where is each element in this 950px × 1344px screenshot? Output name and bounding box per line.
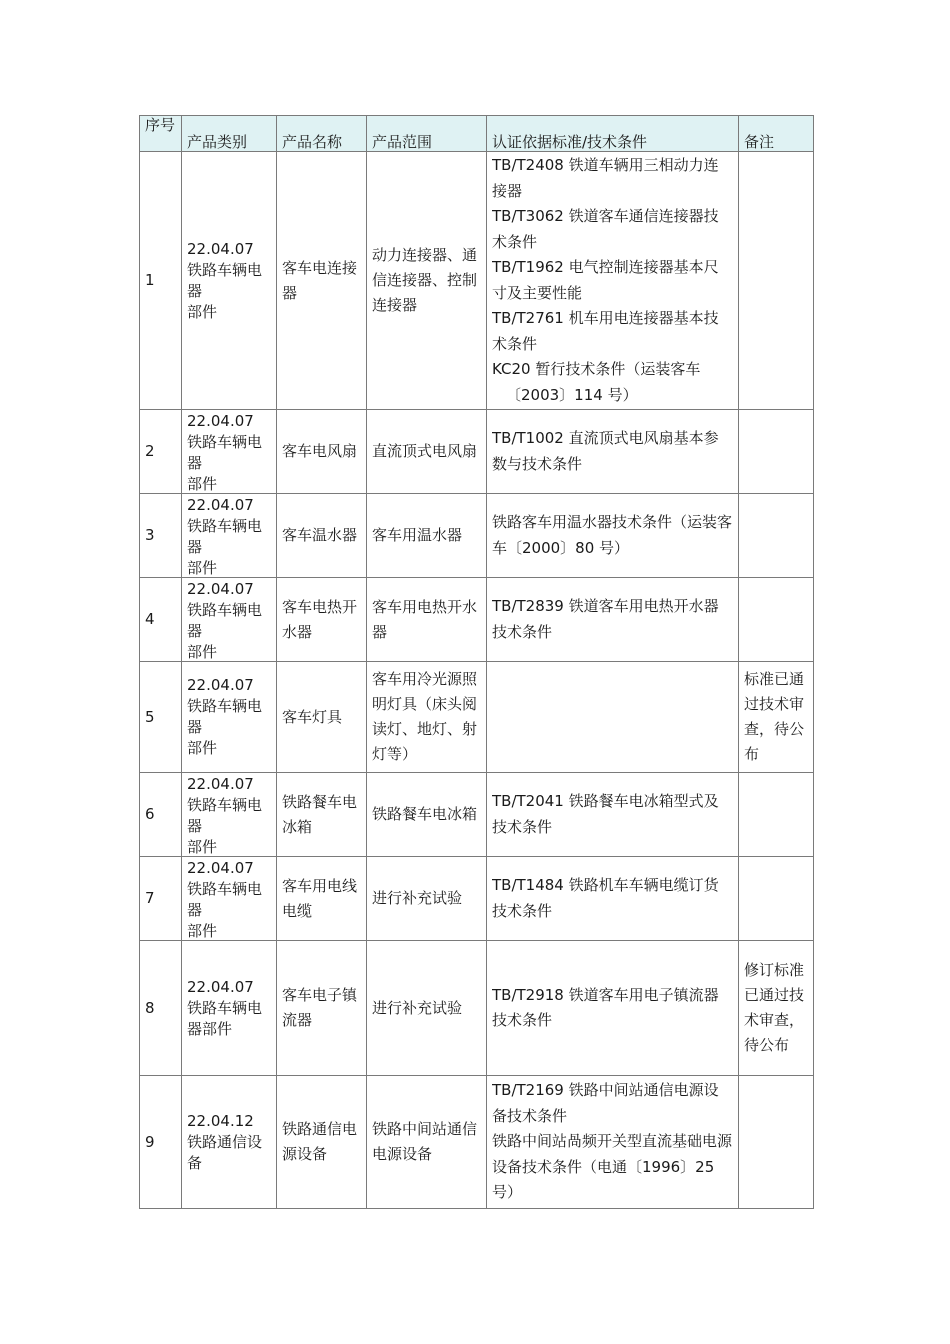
row-category: 22.04.07 铁路车辆电器 部件 <box>182 773 277 857</box>
standard-line: TB/T2839 铁道客车用电热开水器技术条件 <box>492 597 719 641</box>
row-category: 22.04.07 铁路车辆电器 部件 <box>182 152 277 410</box>
table-row <box>140 410 814 494</box>
header-category: 产品类别 <box>182 116 277 152</box>
row-standards <box>487 1076 739 1209</box>
row-note <box>739 1076 814 1209</box>
row-product-name: 客车灯具 <box>277 662 367 773</box>
row-note <box>739 578 814 662</box>
table-row <box>140 662 814 773</box>
row-standards <box>487 857 739 941</box>
row-product-name: 客车电连接器 <box>277 152 367 410</box>
row-standards <box>487 494 739 578</box>
row-product-scope: 客车用冷光源照明灯具（床头阅读灯、地灯、射灯等） <box>367 662 487 773</box>
standard-line: TB/T3062 铁道客车通信连接器技术条件 <box>492 207 719 251</box>
row-standards <box>487 410 739 494</box>
row-note <box>739 857 814 941</box>
row-number: 1 <box>140 152 182 410</box>
row-product-name: 客车用电线电缆 <box>277 857 367 941</box>
header-no: 序号 <box>140 116 182 152</box>
row-product-scope: 客车用电热开水器 <box>367 578 487 662</box>
row-note: 修订标准已通过技术审查，待公布 <box>739 941 814 1076</box>
row-category: 22.04.12 铁路通信设备 <box>182 1076 277 1209</box>
row-product-name: 客车电风扇 <box>277 410 367 494</box>
row-number: 7 <box>140 857 182 941</box>
row-product-name: 铁路通信电源设备 <box>277 1076 367 1209</box>
row-standards <box>487 773 739 857</box>
row-standards <box>487 578 739 662</box>
row-product-scope: 进行补充试验 <box>367 941 487 1076</box>
row-product-name: 客车电子镇流器 <box>277 941 367 1076</box>
table-row <box>140 152 814 410</box>
header-note: 备注 <box>739 116 814 152</box>
row-note: 标准已通过技术审查，待公布 <box>739 662 814 773</box>
header-standards: 认证依据标准/技术条件 <box>487 116 739 152</box>
row-product-scope: 铁路中间站通信电源设备 <box>367 1076 487 1209</box>
row-note <box>739 152 814 410</box>
row-product-name: 客车温水器 <box>277 494 367 578</box>
row-number: 8 <box>140 941 182 1076</box>
row-product-name: 客车电热开水器 <box>277 578 367 662</box>
row-note <box>739 773 814 857</box>
header-row <box>140 116 814 152</box>
standard-line: KC20 暂行技术条件（运装客车 <box>492 360 701 378</box>
row-category: 22.04.07 铁路车辆电器 部件 <box>182 857 277 941</box>
table-row <box>140 1076 814 1209</box>
standard-line: 铁路客车用温水器技术条件（运装客车〔2000〕80 号） <box>492 513 733 557</box>
row-category: 22.04.07 铁路车辆电器 部件 <box>182 578 277 662</box>
row-product-scope: 直流顶式电风扇 <box>367 410 487 494</box>
table-row <box>140 857 814 941</box>
row-product-scope: 动力连接器、通信连接器、控制连接器 <box>367 152 487 410</box>
row-product-scope: 铁路餐车电冰箱 <box>367 773 487 857</box>
standard-line: TB/T1002 直流顶式电风扇基本参数与技术条件 <box>492 429 719 473</box>
standard-line: TB/T1484 铁路机车车辆电缆订货技术条件 <box>492 876 719 920</box>
header-name: 产品名称 <box>277 116 367 152</box>
certification-table <box>139 115 814 1209</box>
row-standards <box>487 152 739 410</box>
row-number: 6 <box>140 773 182 857</box>
row-category: 22.04.07 铁路车辆电器 部件 <box>182 410 277 494</box>
row-category: 22.04.07 铁路车辆电器部件 <box>182 941 277 1076</box>
row-category: 22.04.07 铁路车辆电器 部件 <box>182 494 277 578</box>
standard-line: TB/T2761 机车用电连接器基本技术条件 <box>492 309 719 353</box>
row-number: 4 <box>140 578 182 662</box>
standard-line: TB/T2408 铁道车辆用三相动力连接器 <box>492 156 719 200</box>
row-product-name: 铁路餐车电冰箱 <box>277 773 367 857</box>
row-standards <box>487 941 739 1076</box>
standard-line: TB/T1962 电气控制连接器基本尺寸及主要性能 <box>492 258 719 302</box>
table-row <box>140 941 814 1076</box>
row-number: 3 <box>140 494 182 578</box>
row-note <box>739 410 814 494</box>
standard-line: TB/T2169 铁路中间站通信电源设备技术条件 <box>492 1081 719 1125</box>
row-category: 22.04.07 铁路车辆电器 部件 <box>182 662 277 773</box>
header-scope: 产品范围 <box>367 116 487 152</box>
row-number: 2 <box>140 410 182 494</box>
table-row <box>140 773 814 857</box>
table-row <box>140 578 814 662</box>
row-product-scope: 客车用温水器 <box>367 494 487 578</box>
standard-line: TB/T2041 铁路餐车电冰箱型式及技术条件 <box>492 792 719 836</box>
row-product-scope: 进行补充试验 <box>367 857 487 941</box>
row-standards <box>487 662 739 773</box>
row-number: 9 <box>140 1076 182 1209</box>
table-row <box>140 494 814 578</box>
standard-line: 铁路中间站咼频开关型直流基础电源设备技术条件（电通〔1996〕25 号） <box>492 1132 733 1202</box>
standard-line: TB/T2918 铁道客车用电子镇流器技术条件 <box>492 985 719 1029</box>
standard-line: 〔2003〕114 号） <box>506 385 638 404</box>
row-note <box>739 494 814 578</box>
row-number: 5 <box>140 662 182 773</box>
